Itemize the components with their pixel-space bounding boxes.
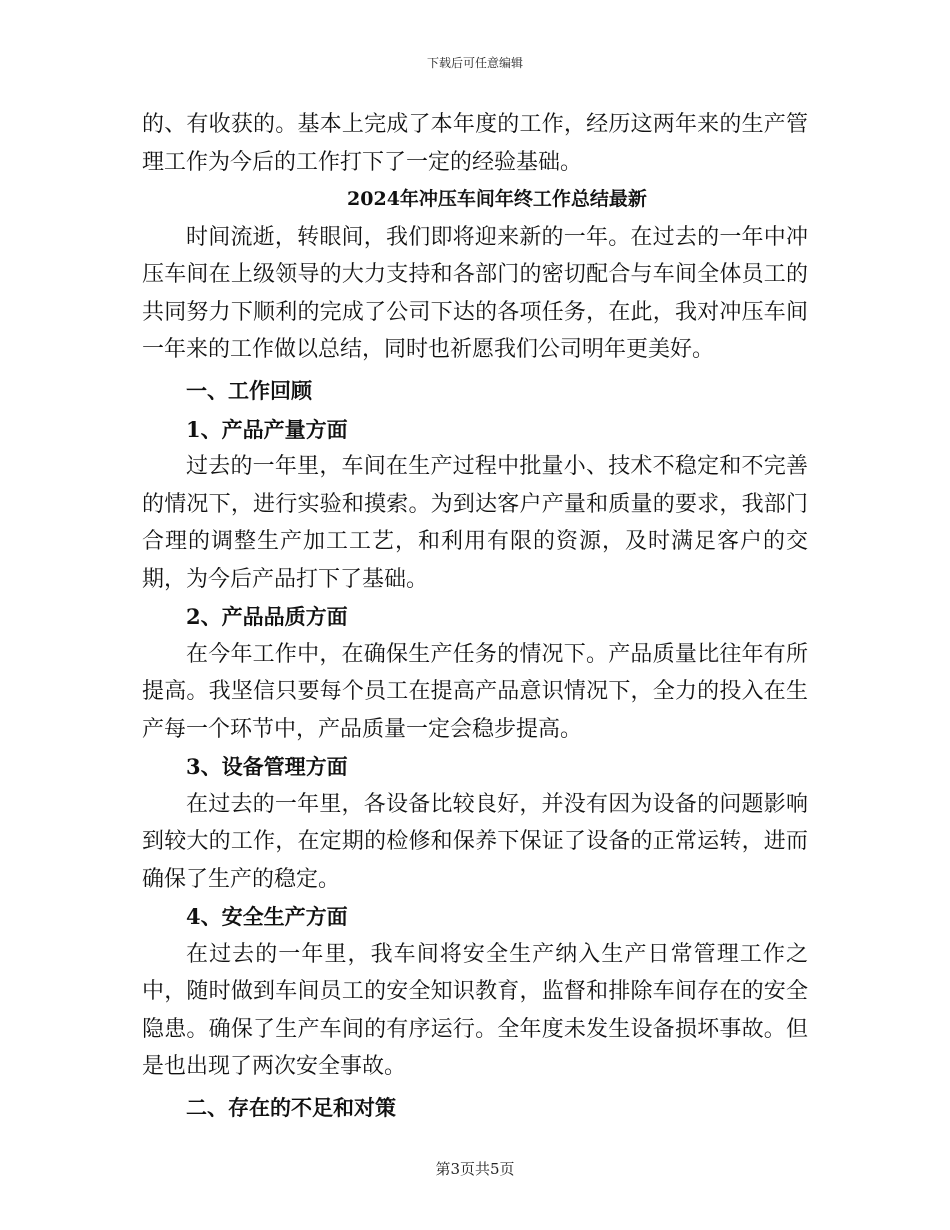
section-heading-work-review: 一、工作回顾 xyxy=(186,377,312,403)
section-heading-shortcomings: 二、存在的不足和对策 xyxy=(186,1094,396,1120)
paragraph-equipment: 在过去的一年里，各设备比较良好，并没有因为设备的问题影响到较大的工作，在定期的检修和保养下保证了设备的正常运转，进而确保了生产的稳定。 xyxy=(142,791,808,892)
header-note: 下载后可任意编辑 xyxy=(426,56,523,70)
document-body xyxy=(142,106,808,1128)
subheading-equipment: 3、设备管理方面 xyxy=(186,754,348,779)
paragraph-output: 过去的一年里，车间在生产过程中批量小、技术不稳定和不完善的情况下，进行实验和摸索。为到达客户产量和质量的要求，我部门合理的调整生产加工工艺，和利用有限的资源，及时满足客户的交期，为今后产品打下了基础。 xyxy=(142,454,808,592)
intro-continued-paragraph: 的、有收获的。基本上完成了本年度的工作，经历这两年来的生产管理工作为今后的工作打下了一定的经验基础。 xyxy=(142,112,808,175)
subheading-quality: 2、产品品质方面 xyxy=(186,604,348,629)
paragraph-safety: 在过去的一年里，我车间将安全生产纳入生产日常管理工作之中，随时做到车间员工的安全知识教育，监督和排除车间存在的安全隐患。确保了生产车间的有序运行。全年度未发生设备损坏事故。但是也出现了两次安全事故。 xyxy=(142,941,808,1079)
paragraph-quality: 在今年工作中，在确保生产任务的情况下。产品质量比往年有所提高。我坚信只要每个员工在提高产品意识情况下，全力的投入在生产每一个环节中，产品质量一定会稳步提高。 xyxy=(142,641,808,742)
page-indicator: 第3页共5页 xyxy=(435,1160,515,1178)
subheading-safety: 4、安全生产方面 xyxy=(186,904,348,929)
document-title: 2024年冲压车间年终工作总结最新 xyxy=(347,188,647,210)
opening-paragraph: 时间流逝，转眼间，我们即将迎来新的一年。在过去的一年中冲压车间在上级领导的大力支持和各部门的密切配合与车间全体员工的共同努力下顺利的完成了公司下达的各项任务，在此，我对冲压车间一年来的工作做以总结，同时也祈愿我们公司明年更美好。 xyxy=(142,224,808,362)
subheading-output: 1、产品产量方面 xyxy=(186,416,348,442)
